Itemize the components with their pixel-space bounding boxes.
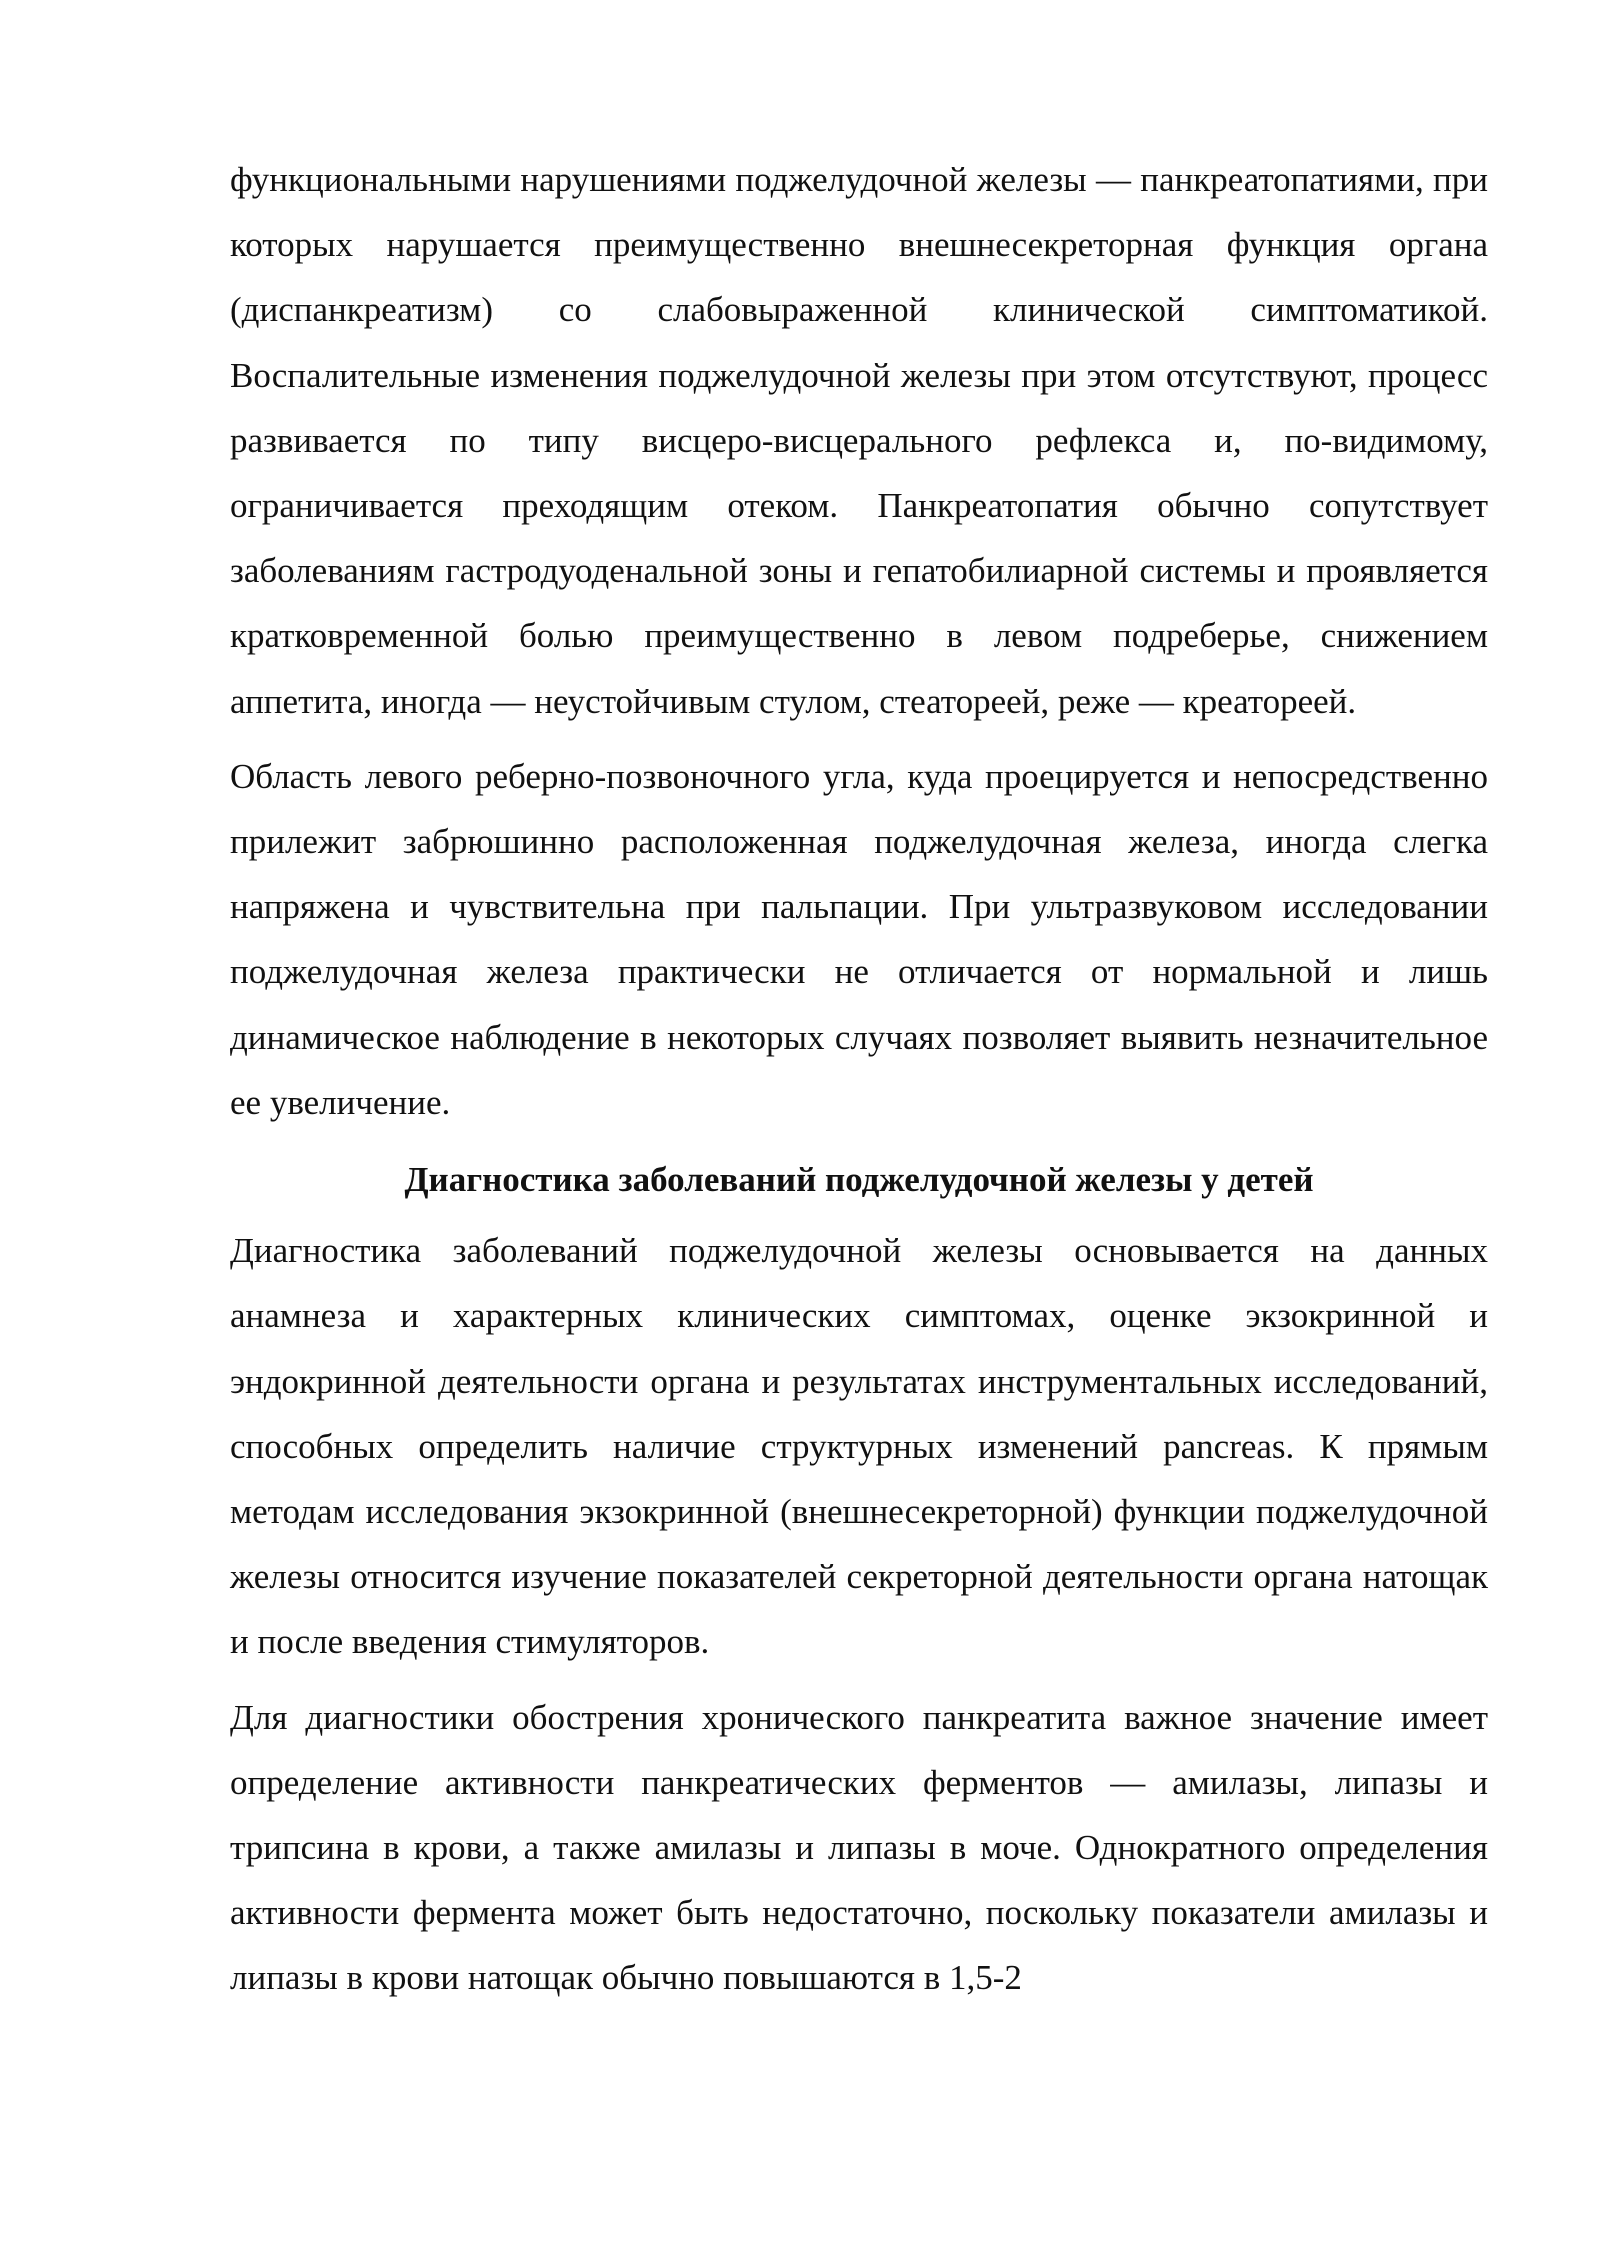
paragraph-enzymes: Для диагностики обострения хронического панкреатита важное значение имеет определение активности панкреатических ферментов — амилазы, липазы и трипсина в крови, а также амилазы и липазы в моче. Однократного определения активности фермента может быть недостаточно, поскольку показатели амилазы и липазы в крови натощак обычно повышаются в 1,5-2 (230, 1697, 1488, 1998)
document-body (230, 147, 1488, 2011)
paragraph-palpation: Область левого реберно-позвоночного угла, куда проецируется и непосредственно прилежит забрюшинно расположенная поджелудочная железа, иногда слегка напряжена и чувствительна при пальпации. При ультразвуковом исследовании поджелудочная железа практически не отличается от нормальной и лишь динамическое наблюдение в некоторых случаях позволяет выявить незначительное ее увеличение. (230, 756, 1488, 1122)
paragraph-diagnostics: Диагностика заболеваний поджелудочной железы основывается на данных анамнеза и характерных клинических симптомах, оценке экзокринной и эндокринной деятельности органа и результатах инструментальных исследований, способных определить наличие структурных изменений pancreas. К прямым методам исследования экзокринной (внешнесекреторной) функции поджелудочной железы относится изучение показателей секреторной деятельности органа натощак и после введения стимуляторов. (230, 1231, 1488, 1662)
paragraph-pancreatopathy: функциональными нарушениями поджелудочной железы — панкреатопатиями, при которых нарушается преимущественно внешнесекреторная функция органа (диспанкреатизм) со слабовыраженной клинической симптоматикой. Воспалительные изменения поджелудочной железы при этом отсутствуют, процесс развивается по типу висцеро-висцерального рефлекса и, по-видимому, ограничивается преходящим отеком. Панкреатопатия обычно сопутствует заболеваниям гастродуоденальной зоны и гепатобилиарной системы и проявляется кратковременной болью преимущественно в левом подреберье, снижением аппетита, иногда — неустойчивым стулом, стеатореей, реже — креатореей. (230, 160, 1488, 721)
section-heading: Диагностика заболеваний поджелудочной железы у детей (404, 1160, 1314, 1200)
